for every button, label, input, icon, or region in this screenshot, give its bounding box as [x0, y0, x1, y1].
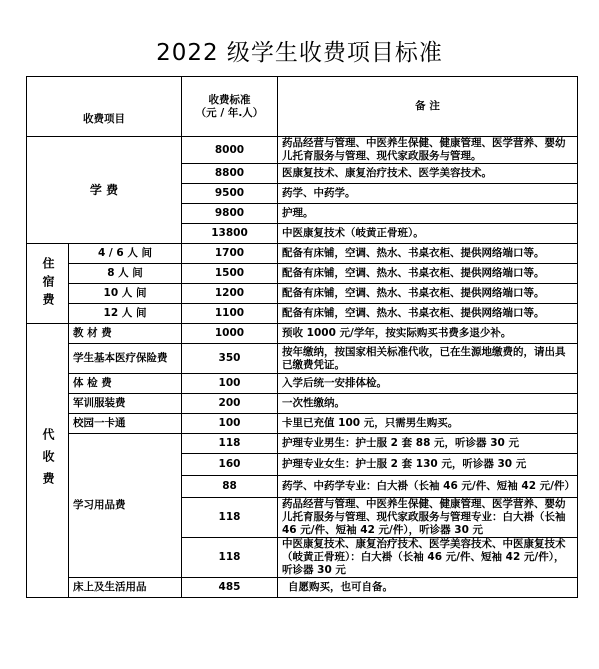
dorm-note: 配备有床铺，空调、热水、书桌衣柜、提供网络端口等。 [278, 244, 578, 264]
tuition-note: 药品经营与管理、中医养生保健、健康管理、医学营养、婴幼儿托育服务与管理、现代家政服务与管理。 [278, 137, 578, 164]
study-note: 药品经营与管理、中医养生保健、健康管理、医学营养、婴幼儿托育服务与管理、现代家政服务与管理专业：白大褂（长袖 46 元/件、短袖 42 元/件），听诊器 30 元 [278, 498, 578, 538]
table-row [27, 244, 578, 264]
table-row [27, 394, 578, 414]
study-note: 药学、中药学专业：白大褂（长袖 46 元/件、短袖 42 元/件） [278, 476, 578, 498]
table-header-row [27, 77, 578, 137]
tuition-fee: 9800 [182, 204, 278, 224]
dorm-fee: 1200 [182, 284, 278, 304]
tuition-fee: 13800 [182, 224, 278, 244]
dorm-room: 10 人 间 [69, 284, 182, 304]
table-row [27, 578, 578, 598]
study-fee: 160 [182, 454, 278, 476]
agency-note: 按年缴纳，按国家相关标准代收，已在生源地缴费的，请出具已缴费凭证。 [278, 344, 578, 374]
study-fee: 88 [182, 476, 278, 498]
dorm-room: 12 人 间 [69, 304, 182, 324]
dorm-note: 配备有床铺，空调、热水、书桌衣柜、提供网络端口等。 [278, 264, 578, 284]
agency-note: 卡里已充值 100 元，只需男生购买。 [278, 414, 578, 434]
table-row [27, 264, 578, 284]
dorm-label: 住宿费 [41, 256, 55, 311]
fee-table [26, 76, 578, 598]
study-fee: 118 [182, 498, 278, 538]
tuition-fee: 9500 [182, 184, 278, 204]
agency-fee: 200 [182, 394, 278, 414]
table-row [27, 284, 578, 304]
bedding-item: 床上及生活用品 [69, 578, 182, 598]
agency-note: 入学后统一安排体检。 [278, 374, 578, 394]
agency-note: 一次性缴纳。 [278, 394, 578, 414]
tuition-note: 护理。 [278, 204, 578, 224]
agency-fee: 100 [182, 374, 278, 394]
bedding-fee: 485 [182, 578, 278, 598]
agency-item: 教 材 费 [69, 324, 182, 344]
agency-item: 校园一卡通 [69, 414, 182, 434]
study-fee: 118 [182, 434, 278, 454]
header-item: 收费项目 [27, 77, 182, 137]
dorm-room: 4 / 6 人 间 [69, 244, 182, 264]
study-fee: 118 [182, 538, 278, 578]
dorm-fee: 1500 [182, 264, 278, 284]
header-standard-line1: 收费标准 [208, 93, 251, 106]
agency-label: 代收费 [41, 427, 55, 494]
agency-note: 预收 1000 元/学年，按实际购买书费多退少补。 [278, 324, 578, 344]
header-standard-line2: （元 / 年.人） [195, 106, 264, 119]
dorm-fee: 1100 [182, 304, 278, 324]
agency-fee: 100 [182, 414, 278, 434]
dorm-label-cell [27, 244, 69, 324]
tuition-fee: 8000 [182, 137, 278, 164]
dorm-note: 配备有床铺，空调、热水、书桌衣柜、提供网络端口等。 [278, 284, 578, 304]
page-title: 2022 级学生收费项目标准 [156, 40, 443, 66]
study-note: 护理专业女生：护士服 2 套 130 元，听诊器 30 元 [278, 454, 578, 476]
dorm-fee: 1700 [182, 244, 278, 264]
tuition-fee: 8800 [182, 164, 278, 184]
dorm-room: 8 人 间 [69, 264, 182, 284]
header-remark: 备 注 [278, 77, 578, 137]
agency-item: 体 检 费 [69, 374, 182, 394]
agency-item: 军训服装费 [69, 394, 182, 414]
study-note: 中医康复技术、康复治疗技术、医学美容技术、中医康复技术（岐黄正骨班）：白大褂（长袖 46 元/件、短袖 42 元/件），听诊器 30 元 [278, 538, 578, 578]
study-note: 护理专业男生：护士服 2 套 88 元，听诊器 30 元 [278, 434, 578, 454]
bedding-note: 自愿购买，也可自备。 [278, 578, 578, 598]
agency-fee: 1000 [182, 324, 278, 344]
tuition-note: 医康复技术、康复治疗技术、医学美容技术。 [278, 164, 578, 184]
table-row [27, 304, 578, 324]
agency-item: 学生基本医疗保险费 [69, 344, 182, 374]
tuition-note: 药学、中药学。 [278, 184, 578, 204]
table-row [27, 324, 578, 344]
dorm-note: 配备有床铺，空调、热水、书桌衣柜、提供网络端口等。 [278, 304, 578, 324]
table-row [27, 137, 578, 164]
table-row [27, 434, 578, 454]
agency-fee: 350 [182, 344, 278, 374]
header-standard [182, 77, 278, 137]
agency-label-cell [27, 324, 69, 598]
table-row [27, 414, 578, 434]
tuition-note: 中医康复技术（岐黄正骨班）。 [278, 224, 578, 244]
table-row [27, 374, 578, 394]
study-supplies-item: 学习用品费 [69, 434, 182, 578]
tuition-label: 学 费 [27, 137, 182, 244]
table-row [27, 344, 578, 374]
